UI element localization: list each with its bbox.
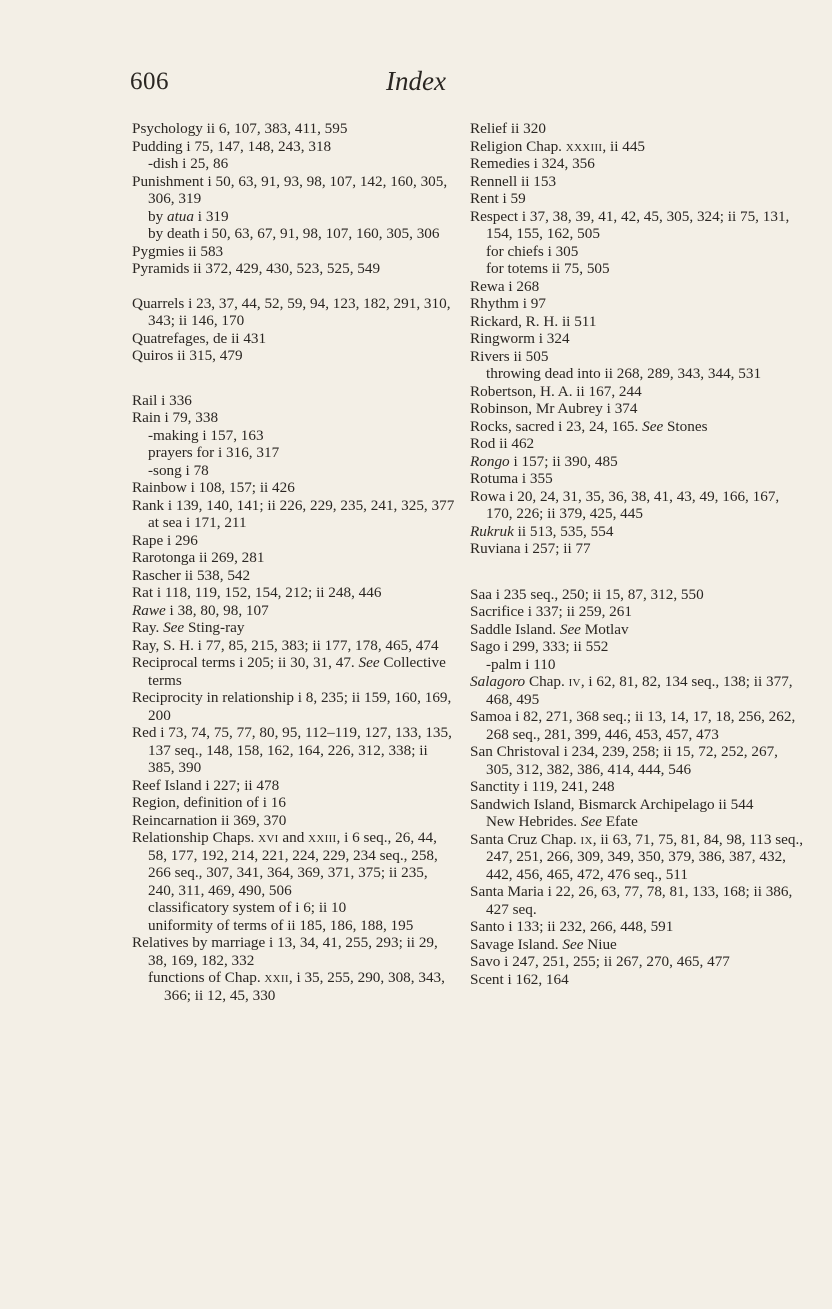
index-subentry [132, 462, 458, 480]
index-subentry [132, 917, 458, 935]
index-entry [470, 831, 806, 884]
index-entry [470, 743, 806, 778]
entry-text: Relatives by marriage i 13, 34, 41, 255, 293; ii 29, 38, 169, 182, 332 [132, 934, 438, 969]
index-entry [470, 120, 806, 138]
entry-text: Respect i 37, 38, 39, 41, 42, 45, 305, 324; ii 75, 131, 154, 155, 162, 505 [470, 207, 790, 242]
entry-text: classificatory system of i 6; ii 10 [148, 899, 347, 916]
entry-text: , ii 63, 71, 75, 81, 84, 98, 113 seq., 247, 251, 266, 309, 349, 350, 379, 386, 387, 432, 442, 456, 465, 472, 476 seq., 511 [486, 830, 804, 883]
entry-text: Collective terms [148, 654, 446, 689]
entry-text: Relationship Chaps. [132, 829, 259, 846]
index-subentry [470, 656, 806, 674]
index-entry [470, 778, 806, 796]
index-entry [132, 794, 458, 812]
index-subentry [132, 899, 458, 917]
entry-text: Rank i 139, 140, 141; ii 226, 229, 235, 241, 325, 377 [132, 496, 455, 514]
index-entry [132, 295, 458, 330]
entry-text: Rickard, R. H. ii 511 [470, 312, 597, 330]
entry-text: Ray. [132, 619, 164, 636]
index-entry [132, 243, 458, 261]
entry-text: Salagoro [470, 673, 526, 690]
entry-text: Rawe [132, 601, 166, 619]
entry-text: Reciprocal terms i 205; ii 30, 31, 47. [132, 654, 359, 671]
entry-text: Savage Island. [470, 935, 563, 953]
entry-text: Rhythm i 97 [470, 295, 546, 312]
entry-text: Religion Chap. [470, 137, 566, 155]
index-entry [470, 155, 806, 173]
entry-text: See [580, 813, 602, 830]
entry-text: Rainbow i 108, 157; ii 426 [132, 479, 295, 496]
entry-text: functions of Chap. [148, 969, 265, 986]
index-entry [470, 173, 806, 191]
index-entry [132, 602, 458, 620]
entry-text: Rape i 296 [132, 531, 198, 549]
entry-text: for totems ii 75, 505 [486, 260, 610, 277]
entry-text: Efate [601, 813, 638, 830]
entry-text: throwing dead into ii 268, 289, 343, 344, 531 [486, 365, 762, 382]
entry-text: Pyramids ii 372, 429, 430, 523, 525, 549 [132, 260, 381, 277]
entry-text: Punishment i 50, 63, 91, 93, 98, 107, 142, 160, 305, 306, 319 [132, 172, 448, 207]
entry-text: Reincarnation ii 369, 370 [132, 811, 287, 829]
index-entry [470, 208, 806, 243]
index-entry [132, 497, 458, 515]
index-entry [470, 453, 806, 471]
entry-text: See [562, 935, 584, 953]
index-entry [132, 619, 458, 637]
entry-text: Niue [583, 935, 617, 953]
index-subentry [132, 427, 458, 445]
index-entry [132, 330, 458, 348]
entry-text: Quarrels i 23, 37, 44, 52, 59, 94, 123, 182, 291, 310, 343; ii 146, 170 [132, 294, 451, 329]
index-entry [132, 549, 458, 567]
entry-text: Rarotonga ii 269, 281 [132, 549, 265, 566]
entry-text: -making i 157, 163 [148, 426, 264, 444]
entry-text: , ii 445 [602, 137, 646, 155]
index-entry [470, 470, 806, 488]
entry-text: Pygmies ii 583 [132, 242, 224, 260]
entry-text: Samoa i 82, 271, 368 seq.; ii 13, 14, 17, 18, 256, 262, 268 seq., 281, 399, 446, 453, 457, 473 [470, 708, 796, 743]
index-subentry [132, 208, 458, 226]
index-entry [470, 638, 806, 656]
index-entry [132, 532, 458, 550]
entry-text: Rocks, sacred i 23, 24, 165. [470, 417, 643, 435]
index-entry [470, 400, 806, 418]
entry-text: uniformity of terms of ii 185, 186, 188, 195 [148, 916, 414, 934]
page-number: 606 [130, 68, 169, 95]
index-entry [132, 260, 458, 278]
entry-text: Rotuma i 355 [470, 470, 553, 487]
entry-text: Santo i 133; ii 232, 266, 448, 591 [470, 918, 674, 935]
index-subentry [132, 155, 458, 173]
entry-text: Sandwich Island, Bismarck Archipelago ii 544 [470, 795, 754, 813]
entry-text: Rod ii 462 [470, 435, 535, 452]
index-entry [470, 330, 806, 348]
index-entry [132, 120, 458, 138]
entry-text: prayers for i 316, 317 [148, 444, 280, 461]
index-entry [470, 435, 806, 453]
index-column-left [132, 120, 458, 1004]
index-entry [470, 603, 806, 621]
entry-text: xxxiii [565, 137, 603, 155]
entry-text: xvi [258, 829, 279, 846]
index-subentry [470, 813, 806, 831]
index-entry [470, 586, 806, 604]
entry-text: Savo i 247, 251, 255; ii 267, 270, 465, 477 [470, 953, 730, 970]
index-entry [470, 621, 806, 639]
entry-text: , i 6 seq., 26, 44, 58, 177, 192, 214, 221, 224, 229, 234 seq., 258, 266 seq., 307, 341, 364, 369, 371, 375; ii 235, 240, 311, 469, 490, 506 [148, 829, 438, 899]
entry-text: i 38, 80, 98, 107 [165, 601, 269, 619]
entry-text: Reciprocity in relationship i 8, 235; ii 159, 160, 169, 200 [132, 689, 452, 724]
entry-text: Chap. [525, 673, 569, 690]
index-entry [470, 540, 806, 558]
entry-text: Motlav [580, 620, 629, 638]
entry-text: atua [166, 207, 194, 225]
entry-text: Rennell ii 153 [470, 172, 557, 190]
entry-text: Robertson, H. A. ii 167, 244 [470, 382, 642, 400]
entry-text: Ringworm i 324 [470, 330, 570, 347]
entry-text: Quatrefages, de ii 431 [132, 329, 267, 347]
index-entry [470, 918, 806, 936]
index-entry [132, 347, 458, 365]
entry-text: xxiii [308, 829, 337, 846]
index-entry [132, 409, 458, 427]
index-entry [470, 278, 806, 296]
index-entry [470, 883, 806, 918]
entry-text: Santa Cruz Chap. [470, 830, 581, 848]
index-entry [132, 689, 458, 724]
entry-text: Saddle Island. [470, 620, 560, 638]
entry-text: and [278, 829, 309, 846]
index-subentry [132, 444, 458, 462]
entry-text: Saa i 235 seq., 250; ii 15, 87, 312, 550 [470, 585, 704, 603]
entry-text: at sea i 171, 211 [148, 514, 247, 531]
index-subentry [470, 243, 806, 261]
entry-text: by [148, 207, 167, 225]
index-entry [470, 971, 806, 989]
entry-text: xxii [264, 969, 289, 986]
index-entry [470, 138, 806, 156]
entry-text: Sting-ray [184, 619, 245, 636]
entry-text: San Christoval i 234, 239, 258; ii 15, 72, 252, 267, 305, 312, 382, 386, 414, 444, 546 [470, 743, 778, 778]
entry-text: Remedies i 324, 356 [470, 155, 595, 172]
entry-text: Ray, S. H. i 77, 85, 215, 383; ii 177, 178, 465, 474 [132, 636, 439, 654]
entry-text: New Hebrides. [486, 813, 581, 830]
entry-text: Robinson, Mr Aubrey i 374 [470, 400, 638, 417]
entry-text: Rivers ii 505 [470, 347, 549, 365]
index-entry [132, 637, 458, 655]
entry-text: Rowa i 20, 24, 31, 35, 36, 38, 41, 43, 49, 166, 167, 170, 226; ii 379, 425, 445 [470, 487, 780, 522]
index-subentry [132, 969, 458, 1004]
index-entry [132, 138, 458, 156]
entry-text: for chiefs i 305 [486, 242, 579, 260]
entry-text: -song i 78 [148, 461, 209, 479]
index-subentry [470, 365, 806, 383]
entry-text: by death i 50, 63, 67, 91, 98, 107, 160, 305, 306 [148, 225, 440, 242]
entry-text: Rat i 118, 119, 152, 154, 212; ii 248, 446 [132, 584, 382, 601]
entry-text: Relief ii 320 [470, 120, 546, 137]
entry-text: Red i 73, 74, 75, 77, 80, 95, 112–119, 127, 133, 135, 137 seq., 148, 158, 162, 164, 226, 312, 338; ii 385, 390 [132, 724, 452, 776]
index-entry [470, 708, 806, 743]
index-entry [470, 523, 806, 541]
entry-text: Santa Maria i 22, 26, 63, 77, 78, 81, 133, 168; ii 386, 427 seq. [470, 883, 793, 918]
index-entry [470, 488, 806, 523]
index-entry [132, 777, 458, 795]
entry-text: Rain i 79, 338 [132, 409, 219, 426]
entry-text: ii 513, 535, 554 [513, 522, 614, 540]
index-subentry [132, 225, 458, 243]
entry-text: Stones [663, 417, 708, 435]
entry-text: Sago i 299, 333; ii 552 [470, 638, 609, 655]
index-entry [470, 348, 806, 366]
entry-text: Psychology ii 6, 107, 383, 411, 595 [132, 120, 348, 137]
index-subentry [132, 514, 458, 532]
entry-text: Rail i 336 [132, 391, 192, 409]
entry-text: -palm i 110 [486, 655, 556, 673]
index-entry [470, 796, 806, 814]
index-entry [132, 392, 458, 410]
index-entry [470, 936, 806, 954]
entry-text: Sanctity i 119, 241, 248 [470, 778, 615, 795]
entry-text: See [358, 654, 380, 671]
entry-text: Sacrifice i 337; ii 259, 261 [470, 603, 632, 620]
index-entry [470, 190, 806, 208]
entry-text: ix [580, 830, 593, 848]
entry-text: See [559, 620, 581, 638]
index-entry [470, 953, 806, 971]
index-entry [470, 418, 806, 436]
entry-text: See [163, 619, 185, 636]
entry-text: Rongo [470, 452, 510, 470]
entry-text: Rascher ii 538, 542 [132, 566, 251, 584]
index-entry [132, 812, 458, 830]
index-entry [132, 829, 458, 899]
entry-text: i 157; ii 390, 485 [509, 452, 618, 470]
entry-text: Scent i 162, 164 [470, 970, 569, 988]
index-entry [470, 313, 806, 331]
index-entry [132, 584, 458, 602]
entry-text: -dish i 25, 86 [148, 155, 229, 172]
entry-text: i 319 [194, 207, 229, 225]
running-head-title: Index [386, 66, 446, 96]
index-entry [132, 479, 458, 497]
entry-text: Pudding i 75, 147, 148, 243, 318 [132, 137, 332, 155]
index-column-right [470, 120, 806, 988]
index-entry [132, 724, 458, 777]
entry-text: Rewa i 268 [470, 277, 540, 295]
entry-text: Reef Island i 227; ii 478 [132, 776, 280, 794]
entry-text: Rukruk [470, 522, 514, 540]
index-entry [470, 383, 806, 401]
entry-text: Rent i 59 [470, 190, 526, 207]
index-entry [132, 173, 458, 208]
index-subentry [470, 260, 806, 278]
index-entry [470, 295, 806, 313]
entry-text: , i 62, 81, 82, 134 seq., 138; ii 377, 468, 495 [486, 673, 793, 708]
index-entry [132, 654, 458, 689]
entry-text: iv [568, 673, 581, 690]
index-entry [132, 934, 458, 969]
entry-text: Ruviana i 257; ii 77 [470, 540, 591, 557]
entry-text: Quiros ii 315, 479 [132, 347, 243, 364]
entry-text: See [642, 417, 664, 435]
entry-text: Region, definition of i 16 [132, 794, 286, 811]
index-entry [470, 673, 806, 708]
index-entry [132, 567, 458, 585]
entry-text: , i 35, 255, 290, 308, 343, 366; ii 12, 45, 330 [164, 969, 445, 1004]
